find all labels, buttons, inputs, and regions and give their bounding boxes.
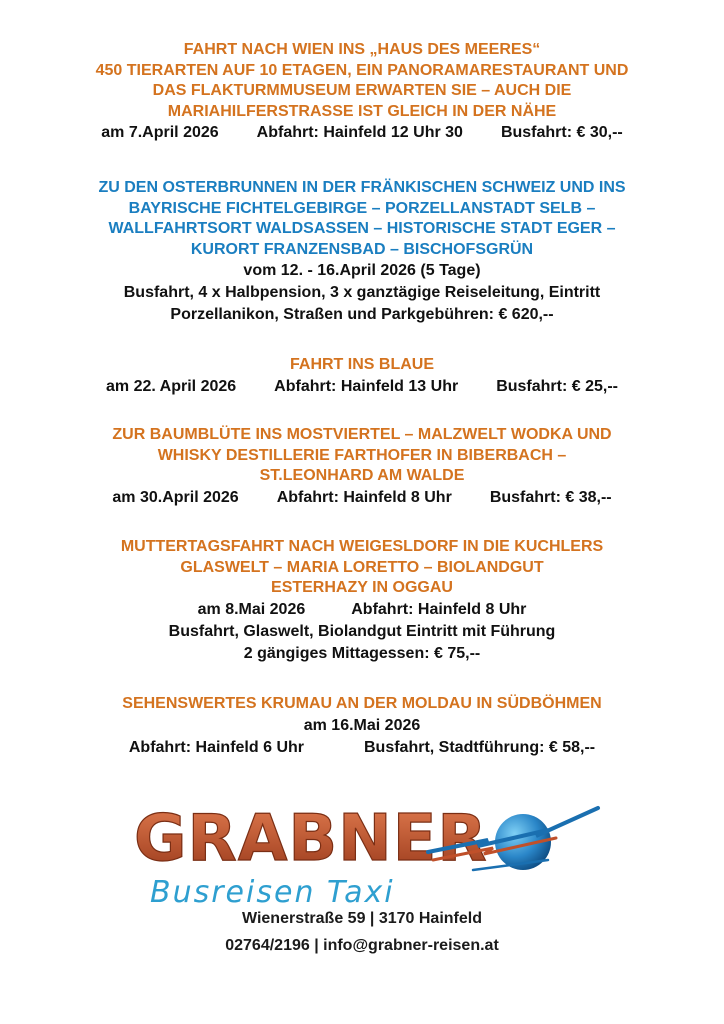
- trip-date: am 30.April 2026: [112, 488, 239, 506]
- trip-departure: Abfahrt: Hainfeld 8 Uhr: [351, 600, 527, 618]
- trip-headline: SEHENSWERTES KRUMAU AN DER MOLDAU IN SÜDBÖHMEN: [122, 695, 602, 712]
- trip-details: [0, 487, 724, 509]
- trip-departure: Abfahrt: Hainfeld 12 Uhr 30: [256, 124, 463, 141]
- contact-phone-email: 02764/2196 | info@grabner-reisen.at: [225, 937, 499, 954]
- trip-mostviertel: [0, 425, 724, 509]
- trip-franconia: [0, 178, 724, 326]
- trip-blaue: [0, 355, 724, 398]
- trip-date: am 8.Mai 2026: [197, 600, 306, 618]
- logo-tagline: Busreisen Taxi: [150, 875, 395, 910]
- trip-price: Busfahrt: € 30,--: [500, 124, 623, 141]
- trip-date: am 7.April 2026: [101, 124, 219, 141]
- trip-headline: FAHRT INS BLAUE: [290, 356, 434, 373]
- trip-muttertag: [0, 537, 724, 665]
- trip-details: [0, 122, 724, 144]
- trip-details: [0, 715, 724, 759]
- trip-krumau: [0, 694, 724, 759]
- trip-departure: Abfahrt: Hainfeld 8 Uhr: [276, 488, 452, 506]
- trip-headline: MUTTERTAGSFAHRT NACH WEIGESLDORF IN DIE KUCHLERS GLASWELT – MARIA LORETTO – BIOLANDGUT ESTERHAZY IN OGGAU: [120, 538, 604, 596]
- trip-vienna: [0, 40, 724, 144]
- contact-address: Wienerstraße 59 | 3170 Hainfeld: [242, 910, 482, 927]
- trip-price: Busfahrt: € 38,--: [489, 488, 612, 506]
- grabner-logo: [128, 790, 608, 915]
- trip-date: am 22. April 2026: [106, 377, 237, 395]
- trip-headline: FAHRT NACH WIEN INS „HAUS DES MEERES“ 450 TIERARTEN AUF 10 ETAGEN, EIN PANORAMARESTAURANT UND DAS FLAKTURMMUSEUM ERWARTEN SIE – AUCH DIE MARIAHILFERSTRASSE IST GLEICH IN DER NÄHE: [95, 41, 629, 120]
- trip-headline: ZU DEN OSTERBRUNNEN IN DER FRÄNKISCHEN SCHWEIZ UND INS BAYRISCHE FICHTELGEBIRGE – PORZELLANSTADT SELB – WALLFAHRTSORT WALDSASSEN – HISTORISCHE STADT EGER – KURORT FRANZENSBAD – BISCHOFSGRÜN: [98, 179, 626, 258]
- logo-name: GRABNER: [134, 802, 488, 876]
- trip-headline: ZUR BAUMBLÜTE INS MOSTVIERTEL – MALZWELT WODKA UND WHISKY DESTILLERIE FARTHOFER IN BIBERBACH – ST.LEONHARD AM WALDE: [112, 426, 612, 484]
- trip-departure: Abfahrt: Hainfeld 6 Uhr: [128, 738, 304, 756]
- trip-price: Busfahrt: € 25,--: [496, 377, 618, 395]
- trip-date: am 16.Mai 2026: [303, 716, 421, 734]
- trip-price: Busfahrt, Stadtführung: € 58,--: [364, 738, 596, 756]
- trip-departure: Abfahrt: Hainfeld 13 Uhr: [274, 377, 459, 395]
- trip-details: vom 12. - 16.April 2026 (5 Tage) Busfahrt, 4 x Halbpension, 3 x ganztägige Reiseleitung, Eintritt Porzellanikon, Straßen und Parkgebühren: € 620,--: [123, 262, 601, 323]
- trip-details: am 8.Mai 2026 Abfahrt: Hainfeld 8 Uhr Busfahrt, Glaswelt, Biolandgut Eintritt mit Führung 2 gängiges Mittagessen: € 75,--: [168, 600, 556, 662]
- trip-details: [0, 376, 724, 398]
